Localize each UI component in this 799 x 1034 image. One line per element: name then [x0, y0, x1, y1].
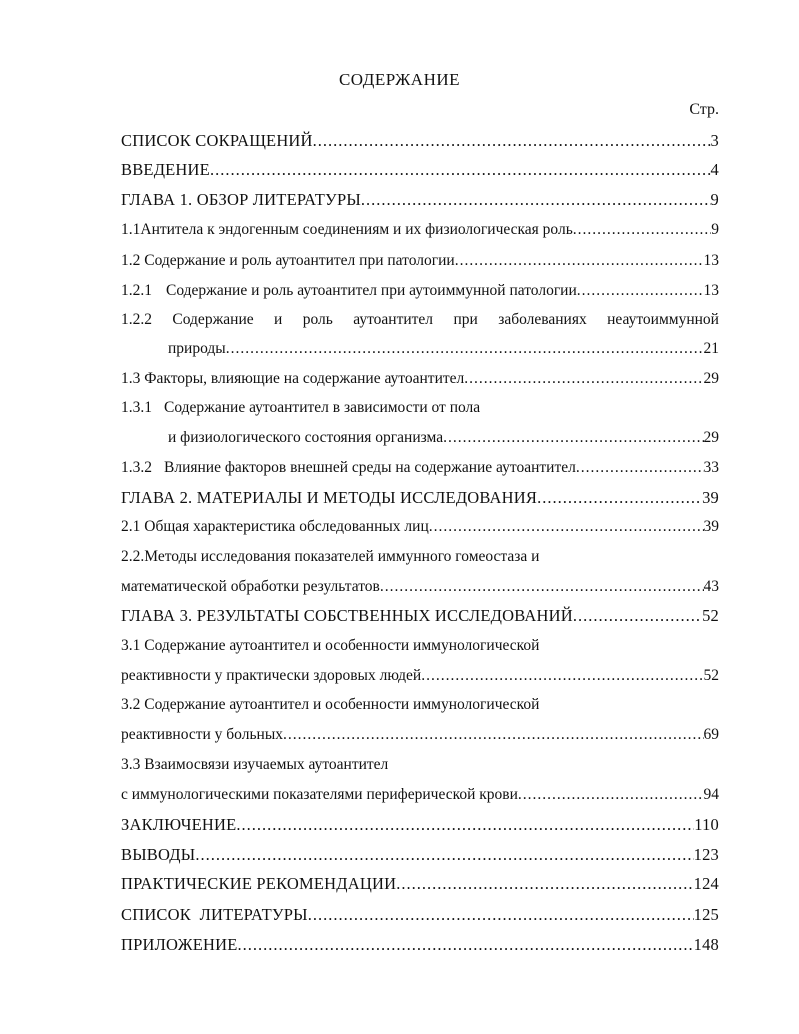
toc-entry-conclusion[interactable]	[121, 815, 719, 835]
toc-entry-chapter-3[interactable]	[121, 606, 719, 626]
toc-entry-page: 3	[710, 131, 719, 150]
leader-dots	[421, 667, 703, 685]
toc-entry-title: ГЛАВА 3. РЕЗУЛЬТАТЫ СОБСТВЕННЫХ ИССЛЕДОВАНИЙ	[121, 606, 573, 625]
toc-entry-title: и физиологического состояния организма	[168, 429, 444, 446]
toc-entry-page: 13	[703, 252, 719, 269]
leader-dots	[464, 370, 703, 388]
toc-entry-title: Содержание и роль аутоантител при аутоиммунной патологии	[166, 282, 577, 299]
toc-entry-word: Содержание	[172, 311, 254, 328]
toc-entry-section-1-2-1[interactable]	[121, 282, 719, 300]
toc-entry-word: при	[453, 311, 478, 328]
leader-dots	[195, 845, 693, 865]
toc-entry-section-3-3-line-1[interactable]: 3.3 Взаимосвязи изучаемых аутоантител	[121, 756, 389, 773]
toc-entry-section-2-1[interactable]	[121, 518, 719, 536]
toc-entry-title: Содержание аутоантител в зависимости от пола	[164, 399, 481, 416]
toc-entry-title: реактивности у практически здоровых людей	[121, 667, 422, 684]
leader-dots	[236, 815, 694, 835]
toc-entry-page: 148	[693, 935, 719, 954]
leader-dots	[576, 459, 704, 477]
toc-entry-page: 39	[703, 518, 719, 535]
leader-dots	[283, 726, 704, 744]
toc-entry-title: ВЫВОДЫ	[121, 845, 196, 864]
toc-entry-page: 13	[703, 282, 719, 299]
toc-entry-introduction[interactable]	[121, 160, 719, 180]
toc-entry-word: неаутоиммунной	[607, 311, 719, 328]
toc-entry-page: 4	[710, 160, 719, 179]
toc-entry-section-1-1[interactable]	[121, 221, 719, 239]
toc-entry-page: 110	[694, 815, 719, 834]
toc-entry-page: 94	[703, 786, 719, 803]
toc-entry-word: и	[274, 311, 283, 328]
toc-entry-title: СПИСОК ЛИТЕРАТУРЫ	[121, 905, 308, 924]
leader-dots	[443, 429, 703, 447]
toc-entry-page: 9	[711, 221, 719, 238]
toc-entry-title: ПРИЛОЖЕНИЕ	[121, 935, 238, 954]
toc-entry-number: 1.3.1	[121, 399, 152, 416]
toc-entry-title: 2.1 Общая характеристика обследованных лиц	[121, 518, 429, 535]
toc-entry-abbreviations[interactable]	[121, 131, 719, 151]
toc-entry-title: ЗАКЛЮЧЕНИЕ	[121, 815, 237, 834]
toc-entry-number: 1.3.2	[121, 459, 152, 476]
toc-entry-section-1-2-2-line-2[interactable]	[168, 340, 719, 358]
toc-entry-section-1-3-2[interactable]	[121, 459, 719, 477]
toc-entry-page: 21	[703, 340, 719, 357]
toc-entry-section-3-2-line-1[interactable]: 3.2 Содержание аутоантител и особенности иммунологической	[121, 696, 540, 713]
toc-entry-title: Влияние факторов внешней среды на содержание аутоантител	[164, 459, 576, 476]
leader-dots	[210, 160, 711, 180]
toc-entry-page: 124	[693, 874, 719, 893]
toc-entry-title: ГЛАВА 1. ОБЗОР ЛИТЕРАТУРЫ	[121, 190, 361, 209]
toc-entry-page: 9	[710, 190, 719, 209]
toc-entry-title: ПРАКТИЧЕСКИЕ РЕКОМЕНДАЦИИ	[121, 874, 397, 893]
toc-entry-title: математической обработки результатов	[121, 578, 380, 595]
toc-entry-page: 43	[703, 578, 719, 595]
leader-dots	[313, 131, 711, 151]
toc-entry-title: ГЛАВА 2. МАТЕРИАЛЫ И МЕТОДЫ ИССЛЕДОВАНИЯ	[121, 488, 538, 507]
toc-entry-page: 52	[702, 606, 719, 625]
toc-entry-title: СПИСОК СОКРАЩЕНИЙ	[121, 131, 313, 150]
toc-entry-section-1-2-2-line-1[interactable]	[121, 311, 719, 329]
toc-entry-section-1-3-1-line-2[interactable]	[168, 429, 719, 447]
toc-entry-title: 1.2 Содержание и роль аутоантител при патологии	[121, 252, 455, 269]
toc-entry-appendix[interactable]	[121, 935, 719, 955]
leader-dots	[429, 518, 704, 536]
toc-entry-page: 39	[702, 488, 719, 507]
toc-entry-references[interactable]	[121, 905, 719, 925]
toc-entry-title: природы	[168, 340, 226, 357]
toc-entry-page: 52	[703, 667, 719, 684]
toc-entry-page: 123	[693, 845, 719, 864]
toc-entry-word: аутоантител	[353, 311, 434, 328]
toc-entry-section-1-3-1-line-1[interactable]	[121, 399, 480, 417]
toc-entry-title: реактивности у больных	[121, 726, 283, 743]
toc-entry-number: 1.2.2	[121, 311, 152, 328]
leader-dots	[361, 190, 711, 210]
toc-entry-recommendations[interactable]	[121, 874, 719, 894]
toc-entry-chapter-2[interactable]	[121, 488, 719, 508]
toc-entry-findings[interactable]	[121, 845, 719, 865]
toc-entry-section-2-2-line-2[interactable]	[121, 578, 719, 596]
leader-dots	[226, 340, 704, 358]
toc-entry-title: 1.1Антитела к эндогенным соединениям и их физиологическая роль	[121, 221, 573, 238]
toc-entry-title: с иммунологическими показателями периферической крови	[121, 786, 518, 803]
leader-dots	[537, 488, 702, 508]
toc-entry-section-3-1-line-2[interactable]	[121, 667, 719, 685]
toc-entry-number: 1.2.1	[121, 282, 152, 299]
toc-entry-page: 29	[703, 429, 719, 446]
toc-entry-section-1-3[interactable]	[121, 370, 719, 388]
toc-entry-word: заболеваниях	[498, 311, 587, 328]
leader-dots	[396, 874, 693, 894]
toc-entry-title: ВВЕДЕНИЕ	[121, 160, 210, 179]
leader-dots	[518, 786, 704, 804]
page-column-header: Стр.	[689, 101, 719, 118]
leader-dots	[455, 252, 704, 270]
toc-entry-chapter-1[interactable]	[121, 190, 719, 210]
toc-entry-section-3-3-line-2[interactable]	[121, 786, 719, 804]
toc-entry-section-3-1-line-1[interactable]: 3.1 Содержание аутоантител и особенности иммунологической	[121, 637, 540, 654]
leader-dots	[573, 606, 702, 626]
page-title: СОДЕРЖАНИЕ	[338, 70, 461, 89]
leader-dots	[308, 905, 694, 925]
toc-entry-page: 69	[703, 726, 719, 743]
toc-entry-page: 29	[703, 370, 719, 387]
leader-dots	[237, 935, 693, 955]
leader-dots	[577, 282, 704, 300]
toc-entry-section-2-2-line-1[interactable]: 2.2.Методы исследования показателей иммунного гомеостаза и	[121, 548, 540, 565]
toc-entry-title: 1.3 Факторы, влияющие на содержание аутоантител	[121, 370, 465, 387]
toc-entry-page: 33	[703, 459, 719, 476]
toc-entry-page: 125	[693, 905, 719, 924]
toc-entry-word: роль	[302, 311, 333, 328]
toc-entry-section-3-2-line-2[interactable]	[121, 726, 719, 744]
leader-dots	[573, 221, 711, 239]
toc-entry-section-1-2[interactable]	[121, 252, 719, 270]
leader-dots	[380, 578, 704, 596]
